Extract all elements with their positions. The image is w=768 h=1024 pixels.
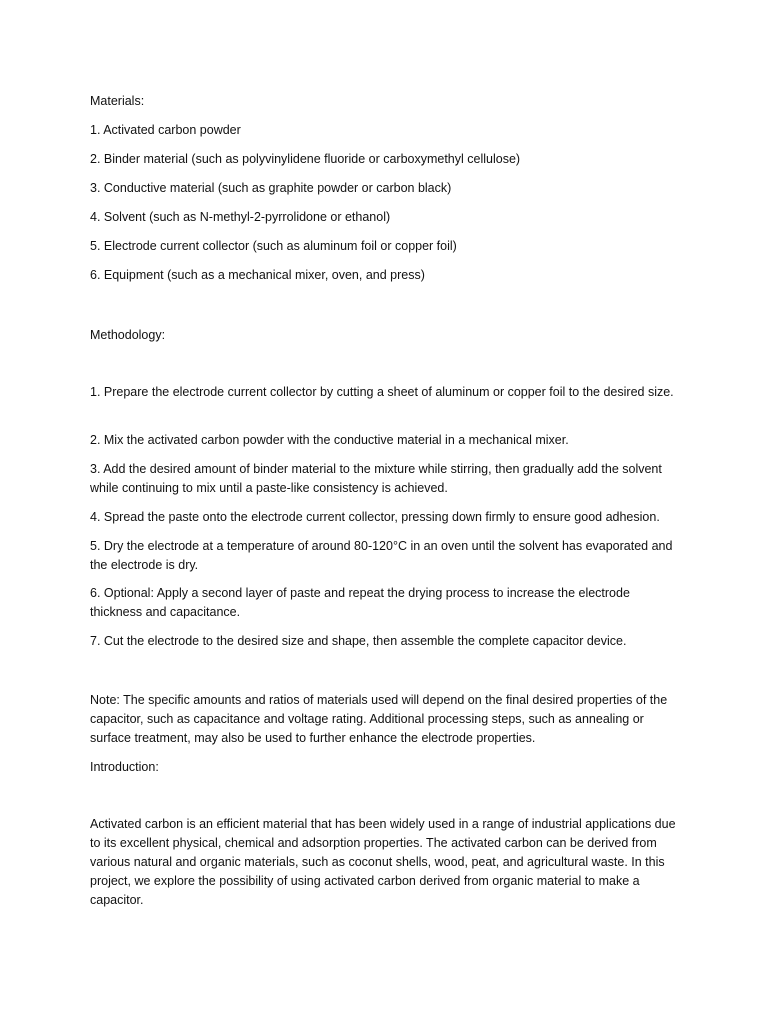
- materials-item: 4. Solvent (such as N-methyl-2-pyrrolidone or ethanol): [90, 210, 391, 224]
- methodology-step: 2. Mix the activated carbon powder with the conductive material in a mechanical mixer.: [90, 433, 569, 447]
- methodology-heading: Methodology:: [90, 328, 166, 342]
- note-paragraph: Note: The specific amounts and ratios of materials used will depend on the final desired properties of the capacitor, such as capacitance and voltage rating. Additional processing steps, such as annealing or surface treatment, may also be used to further enhance the electrode properties.: [90, 693, 668, 745]
- introduction-paragraph: Activated carbon is an efficient material that has been widely used in a range of industrial applications due to its excellent physical, chemical and adsorption properties. The activated carbon can be derived from various natural and organic materials, such as coconut shells, wood, peat, and agricultural waste. In this project, we explore the possibility of using activated carbon derived from organic material to make a capacitor.: [90, 817, 676, 907]
- materials-item: 1. Activated carbon powder: [90, 123, 241, 137]
- materials-item: 2. Binder material (such as polyvinylidene fluoride or carboxymethyl cellulose): [90, 152, 521, 166]
- methodology-step: 4. Spread the paste onto the electrode current collector, pressing down firmly to ensure good adhesion.: [90, 510, 660, 524]
- methodology-step: 1. Prepare the electrode current collector by cutting a sheet of aluminum or copper foil to the desired size.: [90, 385, 674, 399]
- methodology-step: 7. Cut the electrode to the desired size and shape, then assemble the complete capacitor device.: [90, 634, 627, 648]
- materials-item: 3. Conductive material (such as graphite powder or carbon black): [90, 181, 452, 195]
- materials-item: 6. Equipment (such as a mechanical mixer, oven, and press): [90, 268, 425, 282]
- methodology-step: 6. Optional: Apply a second layer of paste and repeat the drying process to increase the electrode thickness and capacitance.: [90, 586, 630, 619]
- materials-heading: Materials:: [90, 94, 145, 108]
- methodology-step: 5. Dry the electrode at a temperature of around 80-120°C in an oven until the solvent has evaporated and the electrode is dry.: [90, 539, 673, 572]
- methodology-step: 3. Add the desired amount of binder material to the mixture while stirring, then gradually add the solvent while continuing to mix until a paste-like consistency is achieved.: [90, 462, 662, 495]
- introduction-heading: Introduction:: [90, 760, 159, 774]
- materials-item: 5. Electrode current collector (such as aluminum foil or copper foil): [90, 239, 457, 253]
